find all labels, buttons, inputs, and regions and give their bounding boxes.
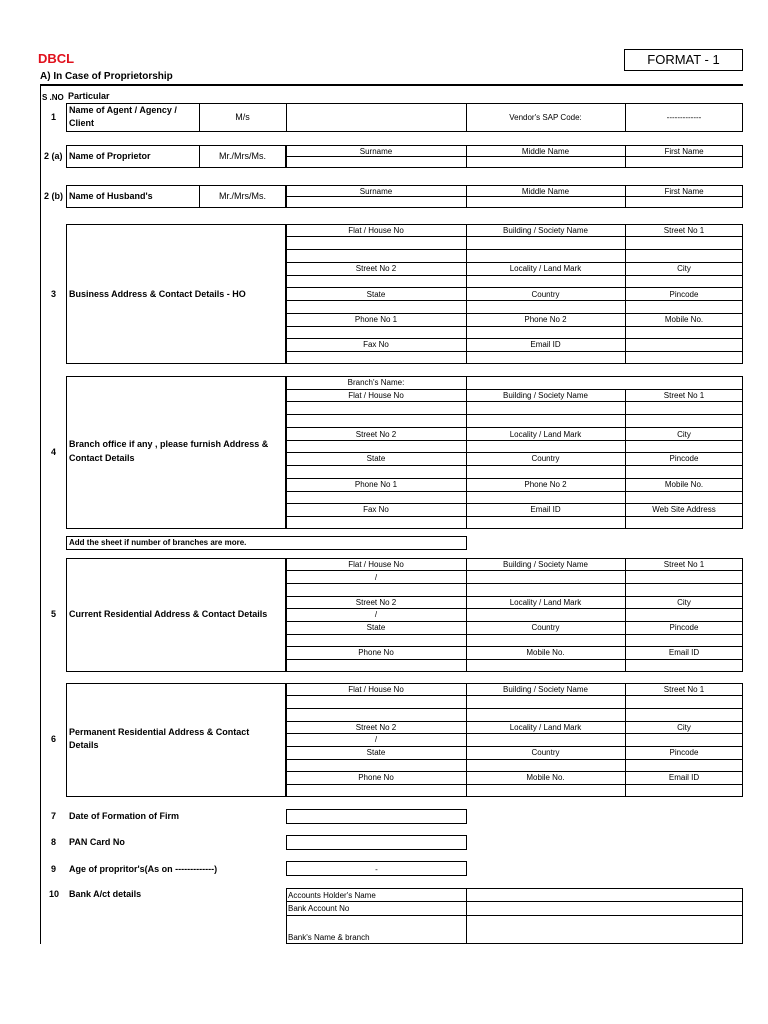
row4-street2-label: Street No 2	[355, 430, 397, 439]
row2b-prefix: Mr./Mrs/Ms.	[219, 191, 266, 201]
row4-fax-label: Fax No	[363, 505, 389, 514]
row4-pincode-label: Pincode	[669, 454, 699, 463]
row3-street2-label: Street No 2	[355, 264, 397, 273]
row4-country-label: Country	[531, 454, 560, 463]
row3-flat-label: Flat / House No	[348, 226, 404, 235]
row5-slash-1: /	[374, 573, 378, 582]
row3-street1-label: Street No 1	[663, 226, 705, 235]
row4-state-label: State	[366, 454, 386, 463]
row10-no: 10	[49, 889, 60, 899]
bank-holder-field[interactable]	[467, 889, 742, 901]
row5-city-label: City	[677, 598, 691, 607]
row6-label-box	[66, 683, 286, 797]
section-title: A) In Case of Proprietorship	[40, 71, 173, 82]
row6-country-label: Country	[531, 748, 560, 757]
left-rule	[40, 86, 41, 944]
row10-label: Bank A/ct details	[69, 889, 142, 899]
row8-label: PAN Card No	[69, 837, 125, 847]
row7-label: Date of Formation of Firm	[69, 811, 179, 821]
sno-header: S .NO	[42, 93, 64, 102]
row2a-surname: Surname	[359, 147, 393, 156]
row5-state-label: State	[366, 623, 386, 632]
row4-label-2: Contact Details	[69, 453, 135, 463]
row2a-label: Name of Proprietor	[69, 151, 151, 161]
row6-building-label: Building / Society Name	[503, 685, 588, 694]
row6-slash: /	[374, 735, 378, 744]
row2b-middle: Middle Name	[521, 187, 570, 196]
row5-locality-label: Locality / Land Mark	[509, 598, 582, 607]
row6-flat-label: Flat / House No	[348, 685, 404, 694]
row4-locality-label: Locality / Land Mark	[509, 430, 582, 439]
row2b-label: Name of Husband's	[69, 191, 153, 201]
row4-city-label: City	[677, 430, 691, 439]
row4-no: 4	[51, 447, 57, 457]
row5-street1-label: Street No 1	[663, 560, 705, 569]
bank-name-label: Bank's Name & branch	[288, 933, 370, 942]
row4-phone1-label: Phone No 1	[354, 480, 398, 489]
row5-slash-2: /	[374, 610, 378, 619]
age-value: -	[375, 865, 378, 874]
row6-locality-label: Locality / Land Mark	[509, 723, 582, 732]
row3-phone2-label: Phone No 2	[524, 315, 567, 324]
row5-phone-label: Phone No	[358, 648, 394, 657]
row3-phone1-label: Phone No 1	[354, 315, 398, 324]
row4-website-label: Web Site Address	[652, 505, 716, 514]
row5-country-label: Country	[531, 623, 560, 632]
row3-no: 3	[51, 289, 57, 299]
row4-email-label: Email ID	[530, 505, 561, 514]
bank-account-label: Bank Account No	[288, 904, 350, 913]
particular-header: Particular	[68, 91, 110, 101]
row5-building-label: Building / Society Name	[503, 560, 588, 569]
row8-no: 8	[51, 837, 57, 847]
row5-mobile-label: Mobile No.	[526, 648, 565, 657]
row6-mobile-label: Mobile No.	[526, 773, 565, 782]
row6-city-label: City	[677, 723, 691, 732]
row6-pincode-label: Pincode	[669, 748, 699, 757]
row1-prefix: M/s	[235, 112, 250, 122]
row2b-first: First Name	[664, 187, 704, 196]
row5-pincode-label: Pincode	[669, 623, 699, 632]
row4-street1-label: Street No 1	[663, 391, 705, 400]
company-name: DBCL	[38, 51, 75, 66]
row1-label-2: Client	[69, 118, 95, 128]
row2a-first: First Name	[664, 147, 704, 156]
row3-state-label: State	[366, 290, 386, 299]
row9-label: Age of propritor's(As on -------------)	[69, 864, 218, 874]
row1-label-1: Name of Agent / Agency /	[69, 105, 177, 115]
row3-pincode-label: Pincode	[669, 290, 699, 299]
pan-card-field[interactable]	[286, 835, 467, 850]
vendor-sap-value: -------------	[666, 113, 702, 122]
bank-holder-label: Accounts Holder's Name	[288, 891, 376, 900]
row6-street1-label: Street No 1	[663, 685, 705, 694]
row6-phone-label: Phone No	[358, 773, 394, 782]
row6-label-1: Permanent Residential Address & Contact	[69, 727, 250, 737]
row3-fax-label: Fax No	[363, 340, 389, 349]
bank-account-field[interactable]	[467, 902, 742, 915]
row2b-surname: Surname	[359, 187, 393, 196]
row2a-no: 2 (a)	[44, 151, 63, 161]
row3-email-label: Email ID	[530, 340, 561, 349]
row2b-no: 2 (b)	[44, 191, 63, 201]
row4-flat-label: Flat / House No	[348, 391, 404, 400]
row9-no: 9	[51, 864, 57, 874]
row5-label: Current Residential Address & Contact Details	[69, 609, 268, 619]
row6-label-2: Details	[69, 740, 99, 750]
row4-phone2-label: Phone No 2	[524, 480, 567, 489]
row3-locality-label: Locality / Land Mark	[509, 264, 582, 273]
row4-building-label: Building / Society Name	[503, 391, 588, 400]
row2a-middle: Middle Name	[521, 147, 570, 156]
row5-email-label: Email ID	[668, 648, 700, 657]
header-rule	[40, 84, 743, 86]
row3-country-label: Country	[531, 290, 560, 299]
row4-branch-name-label: Branch's Name:	[347, 378, 405, 387]
row5-street2-label: Street No 2	[355, 598, 397, 607]
row1-no: 1	[51, 112, 57, 122]
vendor-sap-label: Vendor's SAP Code:	[509, 113, 582, 122]
row6-state-label: State	[366, 748, 386, 757]
row4-label-1: Branch office if any , please furnish Address &	[69, 439, 269, 449]
row5-flat-label: Flat / House No	[348, 560, 404, 569]
row3-city-label: City	[677, 264, 691, 273]
row6-no: 6	[51, 734, 57, 744]
formation-date-field[interactable]	[286, 809, 467, 824]
row6-email-label: Email ID	[668, 773, 700, 782]
branches-note: Add the sheet if number of branches are more.	[69, 538, 247, 547]
format-label: FORMAT - 1	[647, 52, 720, 67]
row3-label: Business Address & Contact Details - HO	[69, 289, 246, 299]
row5-no: 5	[51, 609, 57, 619]
agent-name-field[interactable]	[287, 104, 465, 131]
row2a-prefix: Mr./Mrs/Ms.	[219, 151, 266, 161]
row7-no: 7	[51, 811, 57, 821]
bank-name-field[interactable]	[467, 916, 742, 943]
row3-mobile-label: Mobile No.	[664, 315, 704, 324]
row4-mobile-label: Mobile No.	[664, 480, 704, 489]
row6-street2-label: Street No 2	[355, 723, 397, 732]
row3-building-label: Building / Society Name	[503, 226, 588, 235]
